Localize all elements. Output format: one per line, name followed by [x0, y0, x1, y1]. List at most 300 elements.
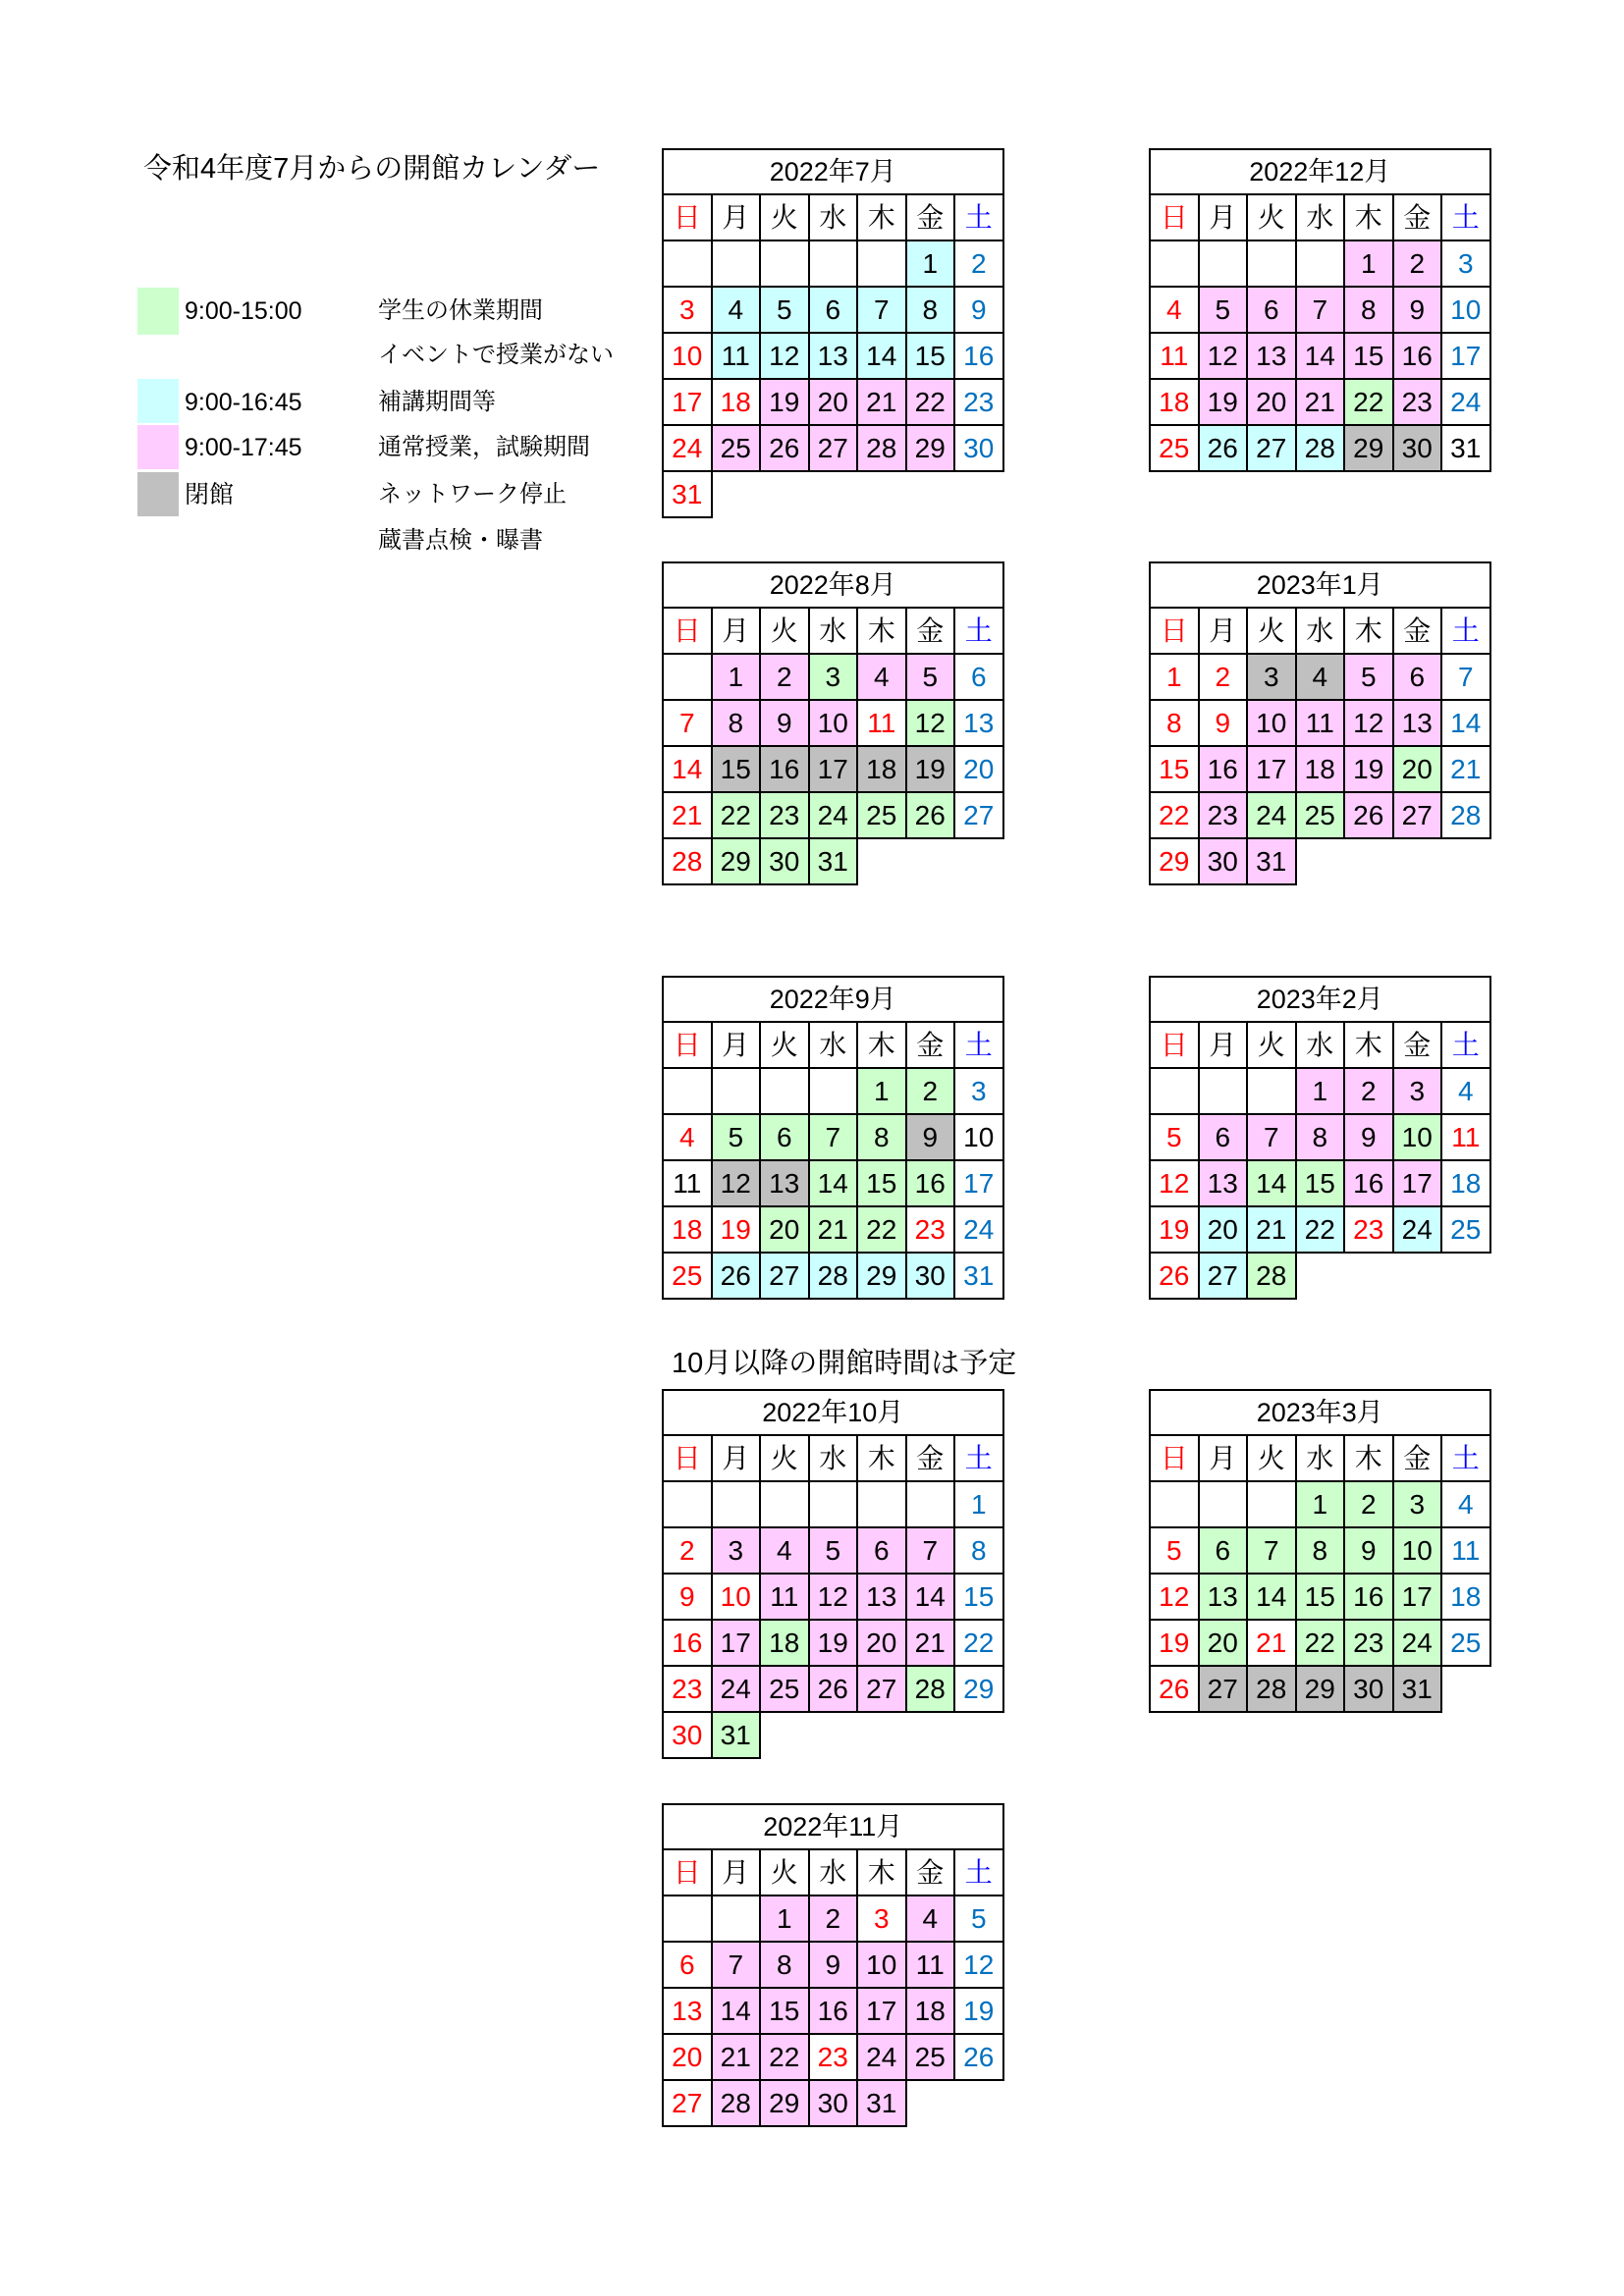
calendar-day-cell: 15: [856, 1159, 907, 1207]
weekday-header: 土: [953, 1434, 1004, 1482]
calendar-day-cell: 31: [711, 1711, 762, 1759]
calendar-day-cell: 5: [905, 653, 956, 701]
calendar-day-cell: 7: [711, 1941, 762, 1989]
calendar-month-title: 2023年3月: [1149, 1389, 1491, 1436]
calendar-month-title: 2022年9月: [662, 976, 1004, 1023]
calendar-day-cell: 26: [759, 424, 810, 472]
calendar-day-cell: 13: [759, 1159, 810, 1207]
calendar-day-cell: 2: [662, 1526, 713, 1575]
calendar-day-cell: 22: [1343, 378, 1394, 426]
calendar-day-cell: 10: [1440, 286, 1491, 334]
calendar-day-cell: 18: [711, 378, 762, 426]
calendar-day-cell: 12: [1149, 1573, 1200, 1621]
calendar-day-cell: 21: [808, 1205, 859, 1254]
calendar-blank-cell: [1149, 1480, 1200, 1528]
calendar-day-cell: 2: [1343, 1067, 1394, 1115]
calendar-day-cell: 20: [953, 745, 1004, 793]
calendar-day-cell: 9: [1392, 286, 1443, 334]
weekday-header: 土: [953, 607, 1004, 655]
calendar-day-cell: 11: [1440, 1113, 1491, 1161]
calendar-day-cell: 1: [1295, 1067, 1346, 1115]
calendar-day-cell: 11: [905, 1941, 956, 1989]
weekday-header: 日: [1149, 1434, 1200, 1482]
calendar-day-cell: 9: [759, 699, 810, 747]
weekday-header: 日: [662, 1848, 713, 1896]
calendar-day-cell: 1: [759, 1895, 810, 1943]
calendar-day-cell: 1: [711, 653, 762, 701]
calendar-blank-cell: [856, 240, 907, 288]
calendar-day-cell: 23: [1343, 1619, 1394, 1667]
calendar-blank-cell: [1246, 240, 1297, 288]
calendar-day-cell: 28: [808, 1252, 859, 1300]
weekday-header: 金: [905, 1021, 956, 1069]
calendar-blank-cell: [1149, 1067, 1200, 1115]
calendar-2023-03: [1149, 1389, 1491, 1762]
calendar-day-cell: 6: [1392, 653, 1443, 701]
calendar-day-cell: 8: [905, 286, 956, 334]
legend-swatch-green: [137, 288, 179, 335]
calendar-day-cell: 3: [953, 1067, 1004, 1115]
calendar-day-cell: 12: [1149, 1159, 1200, 1207]
calendar-day-cell: 17: [1392, 1159, 1443, 1207]
calendar-day-cell: 25: [662, 1252, 713, 1300]
calendar-day-cell: 9: [1198, 699, 1249, 747]
calendar-day-cell: 5: [808, 1526, 859, 1575]
calendar-day-cell: 5: [1149, 1113, 1200, 1161]
calendar-day-cell: 4: [1149, 286, 1200, 334]
weekday-header: 金: [905, 1434, 956, 1482]
calendar-day-cell: 17: [1246, 745, 1297, 793]
legend-description: 蔵書点検・曝書: [378, 527, 543, 554]
calendar-blank-cell: [856, 1480, 907, 1528]
calendar-day-cell: 22: [759, 2033, 810, 2081]
calendar-day-cell: 17: [953, 1159, 1004, 1207]
calendar-day-cell: 23: [808, 2033, 859, 2081]
calendar-day-cell: 7: [808, 1113, 859, 1161]
calendar-day-cell: 16: [1392, 332, 1443, 380]
calendar-day-cell: 31: [1392, 1665, 1443, 1713]
calendar-day-cell: 8: [1149, 699, 1200, 747]
calendar-day-cell: 28: [1440, 791, 1491, 839]
weekday-header: 木: [856, 193, 907, 241]
calendar-month-title: 2022年10月: [662, 1389, 1004, 1436]
weekday-header: 火: [759, 1021, 810, 1069]
calendar-day-cell: 31: [856, 2079, 907, 2127]
calendar-day-cell: 14: [1440, 699, 1491, 747]
calendar-2022-08: [662, 561, 1004, 934]
calendar-day-cell: 21: [711, 2033, 762, 2081]
calendar-day-cell: 19: [1343, 745, 1394, 793]
calendar-day-cell: 12: [905, 699, 956, 747]
calendar-day-cell: 18: [1149, 378, 1200, 426]
weekday-header: 日: [662, 1021, 713, 1069]
calendar-blank-cell: [1246, 1067, 1297, 1115]
page-title: 令和4年度7月からの開館カレンダー: [143, 153, 601, 185]
calendar-day-cell: 16: [662, 1619, 713, 1667]
calendar-day-cell: 2: [1392, 240, 1443, 288]
legend-hours: 9:00-16:45: [185, 389, 302, 416]
calendar-blank-cell: [711, 1480, 762, 1528]
calendar-day-cell: 12: [808, 1573, 859, 1621]
weekday-header: 水: [1295, 1021, 1346, 1069]
calendar-day-cell: 16: [759, 745, 810, 793]
weekday-header: 金: [1392, 1021, 1443, 1069]
calendar-day-cell: 30: [1343, 1665, 1394, 1713]
weekday-header: 火: [759, 607, 810, 655]
calendar-day-cell: 7: [1440, 653, 1491, 701]
weekday-header: 木: [856, 1848, 907, 1896]
calendar-day-cell: 3: [808, 653, 859, 701]
calendar-2022-11: [662, 1803, 1004, 2176]
calendar-day-cell: 25: [1149, 424, 1200, 472]
calendar-day-cell: 1: [1295, 1480, 1346, 1528]
calendar-day-cell: 16: [905, 1159, 956, 1207]
calendar-day-cell: 30: [662, 1711, 713, 1759]
weekday-header: 月: [1198, 607, 1249, 655]
calendar-day-cell: 9: [905, 1113, 956, 1161]
calendar-day-cell: 6: [1246, 286, 1297, 334]
calendar-blank-cell: [662, 1067, 713, 1115]
calendar-day-cell: 18: [856, 745, 907, 793]
calendar-day-cell: 5: [1343, 653, 1394, 701]
calendar-day-cell: 29: [856, 1252, 907, 1300]
calendar-day-cell: 25: [1440, 1619, 1491, 1667]
weekday-header: 月: [1198, 193, 1249, 241]
calendar-day-cell: 14: [905, 1573, 956, 1621]
calendar-month-title: 2023年2月: [1149, 976, 1491, 1023]
calendar-day-cell: 11: [1295, 699, 1346, 747]
calendar-day-cell: 22: [905, 378, 956, 426]
calendar-day-cell: 8: [856, 1113, 907, 1161]
calendar-day-cell: 3: [1392, 1480, 1443, 1528]
calendar-day-cell: 27: [953, 791, 1004, 839]
calendar-day-cell: 15: [905, 332, 956, 380]
calendar-day-cell: 10: [856, 1941, 907, 1989]
calendar-day-cell: 28: [856, 424, 907, 472]
calendar-day-cell: 15: [1343, 332, 1394, 380]
calendar-day-cell: 6: [808, 286, 859, 334]
calendar-day-cell: 7: [856, 286, 907, 334]
weekday-header: 土: [953, 1021, 1004, 1069]
calendar-2023-01: [1149, 561, 1491, 934]
calendar-blank-cell: [662, 1895, 713, 1943]
schedule-note: 10月以降の開館時間は予定: [672, 1348, 1017, 1379]
calendar-day-cell: 29: [759, 2079, 810, 2127]
weekday-header: 水: [1295, 1434, 1346, 1482]
weekday-header: 日: [662, 193, 713, 241]
calendar-day-cell: 21: [1246, 1619, 1297, 1667]
weekday-header: 金: [905, 193, 956, 241]
calendar-blank-cell: [759, 1067, 810, 1115]
legend-swatch-pink: [137, 425, 179, 469]
calendar-day-cell: 7: [1295, 286, 1346, 334]
calendar-day-cell: 7: [1246, 1526, 1297, 1575]
calendar-month-title: 2022年7月: [662, 148, 1004, 195]
calendar-day-cell: 18: [905, 1987, 956, 2035]
weekday-header: 木: [856, 607, 907, 655]
calendar-day-cell: 3: [856, 1895, 907, 1943]
weekday-header: 土: [1440, 1021, 1491, 1069]
calendar-day-cell: 9: [953, 286, 1004, 334]
calendar-day-cell: 12: [953, 1941, 1004, 1989]
calendar-2022-07: [662, 148, 1004, 521]
weekday-header: 月: [711, 1848, 762, 1896]
calendar-day-cell: 6: [1198, 1526, 1249, 1575]
calendar-day-cell: 16: [953, 332, 1004, 380]
calendar-day-cell: 27: [808, 424, 859, 472]
calendar-day-cell: 18: [1440, 1573, 1491, 1621]
calendar-day-cell: 30: [808, 2079, 859, 2127]
calendar-day-cell: 10: [662, 332, 713, 380]
calendar-day-cell: 31: [1440, 424, 1491, 472]
calendar-day-cell: 31: [662, 470, 713, 518]
calendar-day-cell: 14: [808, 1159, 859, 1207]
weekday-header: 月: [1198, 1021, 1249, 1069]
calendar-blank-cell: [808, 240, 859, 288]
weekday-header: 金: [1392, 607, 1443, 655]
calendar-day-cell: 26: [953, 2033, 1004, 2081]
calendar-day-cell: 3: [1440, 240, 1491, 288]
calendar-day-cell: 27: [1246, 424, 1297, 472]
legend-hours: 9:00-15:00: [185, 297, 302, 325]
calendar-blank-cell: [905, 1480, 956, 1528]
calendar-day-cell: 22: [711, 791, 762, 839]
calendar-day-cell: 25: [759, 1665, 810, 1713]
calendar-day-cell: 28: [1246, 1665, 1297, 1713]
calendar-day-cell: 2: [808, 1895, 859, 1943]
calendar-2022-12: [1149, 148, 1491, 521]
calendar-day-cell: 2: [905, 1067, 956, 1115]
calendar-day-cell: 21: [1246, 1205, 1297, 1254]
calendar-day-cell: 6: [856, 1526, 907, 1575]
calendar-day-cell: 1: [905, 240, 956, 288]
weekday-header: 月: [711, 1434, 762, 1482]
weekday-header: 日: [1149, 193, 1200, 241]
weekday-header: 火: [1246, 607, 1297, 655]
calendar-day-cell: 25: [711, 424, 762, 472]
calendar-day-cell: 28: [662, 837, 713, 885]
calendar-day-cell: 26: [905, 791, 956, 839]
calendar-blank-cell: [711, 1895, 762, 1943]
calendar-day-cell: 2: [1198, 653, 1249, 701]
weekday-header: 水: [808, 607, 859, 655]
calendar-day-cell: 15: [1295, 1159, 1346, 1207]
calendar-day-cell: 26: [1149, 1252, 1200, 1300]
calendar-day-cell: 14: [1246, 1159, 1297, 1207]
calendar-day-cell: 11: [856, 699, 907, 747]
calendar-day-cell: 27: [1392, 791, 1443, 839]
weekday-header: 土: [953, 193, 1004, 241]
calendar-blank-cell: [711, 1067, 762, 1115]
calendar-day-cell: 13: [856, 1573, 907, 1621]
calendar-day-cell: 4: [1295, 653, 1346, 701]
calendar-day-cell: 30: [1392, 424, 1443, 472]
calendar-day-cell: 28: [711, 2079, 762, 2127]
calendar-month-title: 2022年12月: [1149, 148, 1491, 195]
weekday-header: 日: [662, 607, 713, 655]
calendar-blank-cell: [759, 1480, 810, 1528]
calendar-day-cell: 20: [1198, 1205, 1249, 1254]
weekday-header: 月: [711, 1021, 762, 1069]
calendar-day-cell: 14: [662, 745, 713, 793]
calendar-day-cell: 13: [662, 1987, 713, 2035]
weekday-header: 月: [711, 607, 762, 655]
calendar-day-cell: 1: [953, 1480, 1004, 1528]
calendar-day-cell: 3: [711, 1526, 762, 1575]
calendar-day-cell: 2: [953, 240, 1004, 288]
calendar-day-cell: 24: [1440, 378, 1491, 426]
legend-description: イベントで授業がない: [378, 342, 614, 368]
calendar-day-cell: 23: [759, 791, 810, 839]
calendar-day-cell: 14: [1246, 1573, 1297, 1621]
weekday-header: 月: [1198, 1434, 1249, 1482]
calendar-day-cell: 26: [1343, 791, 1394, 839]
calendar-day-cell: 23: [1343, 1205, 1394, 1254]
legend-description: 通常授業，試験期間: [378, 434, 590, 460]
calendar-day-cell: 18: [1440, 1159, 1491, 1207]
weekday-header: 火: [759, 1848, 810, 1896]
calendar-2023-02: [1149, 976, 1491, 1349]
weekday-header: 日: [1149, 607, 1200, 655]
calendar-day-cell: 1: [1343, 240, 1394, 288]
calendar-day-cell: 15: [1295, 1573, 1346, 1621]
calendar-day-cell: 20: [808, 378, 859, 426]
weekday-header: 日: [662, 1434, 713, 1482]
calendar-day-cell: 19: [1198, 378, 1249, 426]
calendar-blank-cell: [759, 240, 810, 288]
calendar-day-cell: 27: [662, 2079, 713, 2127]
calendar-day-cell: 10: [1392, 1113, 1443, 1161]
legend-hours: 9:00-17:45: [185, 434, 302, 461]
calendar-day-cell: 29: [1295, 1665, 1346, 1713]
weekday-header: 金: [905, 607, 956, 655]
calendar-day-cell: 8: [711, 699, 762, 747]
calendar-day-cell: 12: [711, 1159, 762, 1207]
calendar-blank-cell: [808, 1480, 859, 1528]
calendar-day-cell: 12: [1198, 332, 1249, 380]
calendar-day-cell: 14: [856, 332, 907, 380]
calendar-day-cell: 24: [1392, 1619, 1443, 1667]
calendar-day-cell: 23: [1198, 791, 1249, 839]
calendar-day-cell: 22: [1149, 791, 1200, 839]
calendar-day-cell: 9: [1343, 1526, 1394, 1575]
calendar-day-cell: 5: [1149, 1526, 1200, 1575]
calendar-day-cell: 20: [1246, 378, 1297, 426]
calendar-day-cell: 13: [808, 332, 859, 380]
calendar-day-cell: 11: [1440, 1526, 1491, 1575]
calendar-day-cell: 24: [1392, 1205, 1443, 1254]
calendar-day-cell: 11: [759, 1573, 810, 1621]
calendar-day-cell: 17: [662, 378, 713, 426]
calendar-day-cell: 29: [905, 424, 956, 472]
calendar-day-cell: 18: [1295, 745, 1346, 793]
calendar-day-cell: 3: [1246, 653, 1297, 701]
calendar-day-cell: 26: [808, 1665, 859, 1713]
calendar-day-cell: 22: [1295, 1205, 1346, 1254]
weekday-header: 月: [711, 193, 762, 241]
calendar-day-cell: 7: [905, 1526, 956, 1575]
weekday-header: 火: [1246, 1021, 1297, 1069]
calendar-day-cell: 21: [662, 791, 713, 839]
calendar-day-cell: 16: [1198, 745, 1249, 793]
calendar-day-cell: 4: [662, 1113, 713, 1161]
calendar-day-cell: 31: [953, 1252, 1004, 1300]
calendar-blank-cell: [1246, 1480, 1297, 1528]
weekday-header: 金: [1392, 1434, 1443, 1482]
calendar-day-cell: 19: [905, 745, 956, 793]
calendar-blank-cell: [1198, 1067, 1249, 1115]
weekday-header: 木: [1343, 607, 1394, 655]
calendar-day-cell: 9: [1343, 1113, 1394, 1161]
calendar-day-cell: 15: [759, 1987, 810, 2035]
weekday-header: 土: [1440, 1434, 1491, 1482]
weekday-header: 土: [1440, 193, 1491, 241]
calendar-day-cell: 27: [759, 1252, 810, 1300]
calendar-day-cell: 4: [1440, 1480, 1491, 1528]
calendar-day-cell: 9: [808, 1941, 859, 1989]
calendar-day-cell: 15: [953, 1573, 1004, 1621]
calendar-day-cell: 26: [1198, 424, 1249, 472]
calendar-day-cell: 27: [1198, 1252, 1249, 1300]
calendar-day-cell: 19: [1149, 1205, 1200, 1254]
calendar-day-cell: 14: [1295, 332, 1346, 380]
calendar-day-cell: 19: [711, 1205, 762, 1254]
calendar-day-cell: 8: [759, 1941, 810, 1989]
calendar-day-cell: 29: [953, 1665, 1004, 1713]
calendar-month-title: 2022年11月: [662, 1803, 1004, 1850]
calendar-day-cell: 24: [1246, 791, 1297, 839]
calendar-day-cell: 11: [711, 332, 762, 380]
legend-description: 補講期間等: [378, 389, 496, 415]
calendar-day-cell: 21: [905, 1619, 956, 1667]
calendar-day-cell: 5: [711, 1113, 762, 1161]
calendar-day-cell: 10: [1246, 699, 1297, 747]
calendar-day-cell: 13: [1198, 1159, 1249, 1207]
weekday-header: 土: [953, 1848, 1004, 1896]
calendar-2022-09: [662, 976, 1004, 1349]
calendar-day-cell: 24: [662, 424, 713, 472]
weekday-header: 木: [856, 1021, 907, 1069]
calendar-blank-cell: [662, 1480, 713, 1528]
calendar-day-cell: 16: [808, 1987, 859, 2035]
calendar-day-cell: 6: [953, 653, 1004, 701]
calendar-day-cell: 8: [1295, 1526, 1346, 1575]
calendar-blank-cell: [711, 240, 762, 288]
calendar-day-cell: 29: [1343, 424, 1394, 472]
calendar-day-cell: 8: [1295, 1113, 1346, 1161]
calendar-day-cell: 24: [808, 791, 859, 839]
calendar-day-cell: 3: [1392, 1067, 1443, 1115]
calendar-month-title: 2023年1月: [1149, 561, 1491, 609]
calendar-day-cell: 4: [1440, 1067, 1491, 1115]
calendar-day-cell: 17: [856, 1987, 907, 2035]
calendar-day-cell: 21: [1295, 378, 1346, 426]
calendar-day-cell: 4: [905, 1895, 956, 1943]
legend-closed-label: 閉館: [185, 481, 235, 508]
legend-description: 学生の休業期間: [378, 297, 543, 324]
calendar-day-cell: 25: [856, 791, 907, 839]
weekday-header: 木: [1343, 1434, 1394, 1482]
calendar-day-cell: 23: [953, 378, 1004, 426]
calendar-day-cell: 4: [759, 1526, 810, 1575]
calendar-day-cell: 22: [953, 1619, 1004, 1667]
calendar-day-cell: 23: [662, 1665, 713, 1713]
calendar-day-cell: 30: [905, 1252, 956, 1300]
calendar-day-cell: 1: [856, 1067, 907, 1115]
calendar-month-title: 2022年8月: [662, 561, 1004, 609]
calendar-day-cell: 4: [711, 286, 762, 334]
weekday-header: 水: [808, 1848, 859, 1896]
